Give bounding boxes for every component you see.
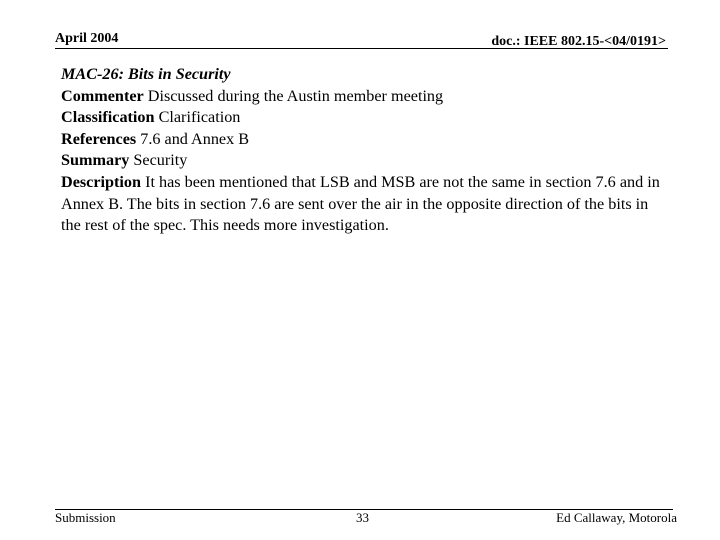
description-paragraph: [61, 172, 661, 237]
summary-line: [61, 150, 661, 172]
summary-label: Summary: [61, 151, 130, 170]
footer-page-number: 33: [356, 510, 369, 525]
commenter-line: [61, 86, 661, 108]
commenter-value: Discussed during the Austin member meeting: [147, 86, 444, 105]
description-label: Description: [61, 172, 142, 191]
header-divider: [55, 48, 668, 49]
references-label: References: [61, 129, 137, 148]
summary-value: Security: [133, 151, 188, 170]
footer-submission: Submission: [55, 510, 116, 525]
classification-line: [61, 107, 661, 129]
header-doc-id: doc.: IEEE 802.15-<04/0191>: [491, 34, 666, 49]
classification-value: Clarification: [158, 108, 241, 127]
description-value: It has been mentioned that LSB and MSB are not the same in section 7.6 and in Annex B. The bits in section 7.6 are sent over the air in the opposite direction of the bits in the rest of the spec. This needs more investigation.: [61, 172, 660, 235]
references-line: [61, 129, 661, 151]
references-value: 7.6 and Annex B: [140, 129, 250, 148]
commenter-label: Commenter: [61, 86, 144, 105]
slide-title: MAC-26: Bits in Security: [61, 65, 231, 83]
header-date: April 2004: [55, 31, 119, 46]
footer-author: Ed Callaway, Motorola: [556, 510, 677, 525]
classification-label: Classification: [61, 108, 155, 127]
slide-body: [61, 64, 661, 237]
